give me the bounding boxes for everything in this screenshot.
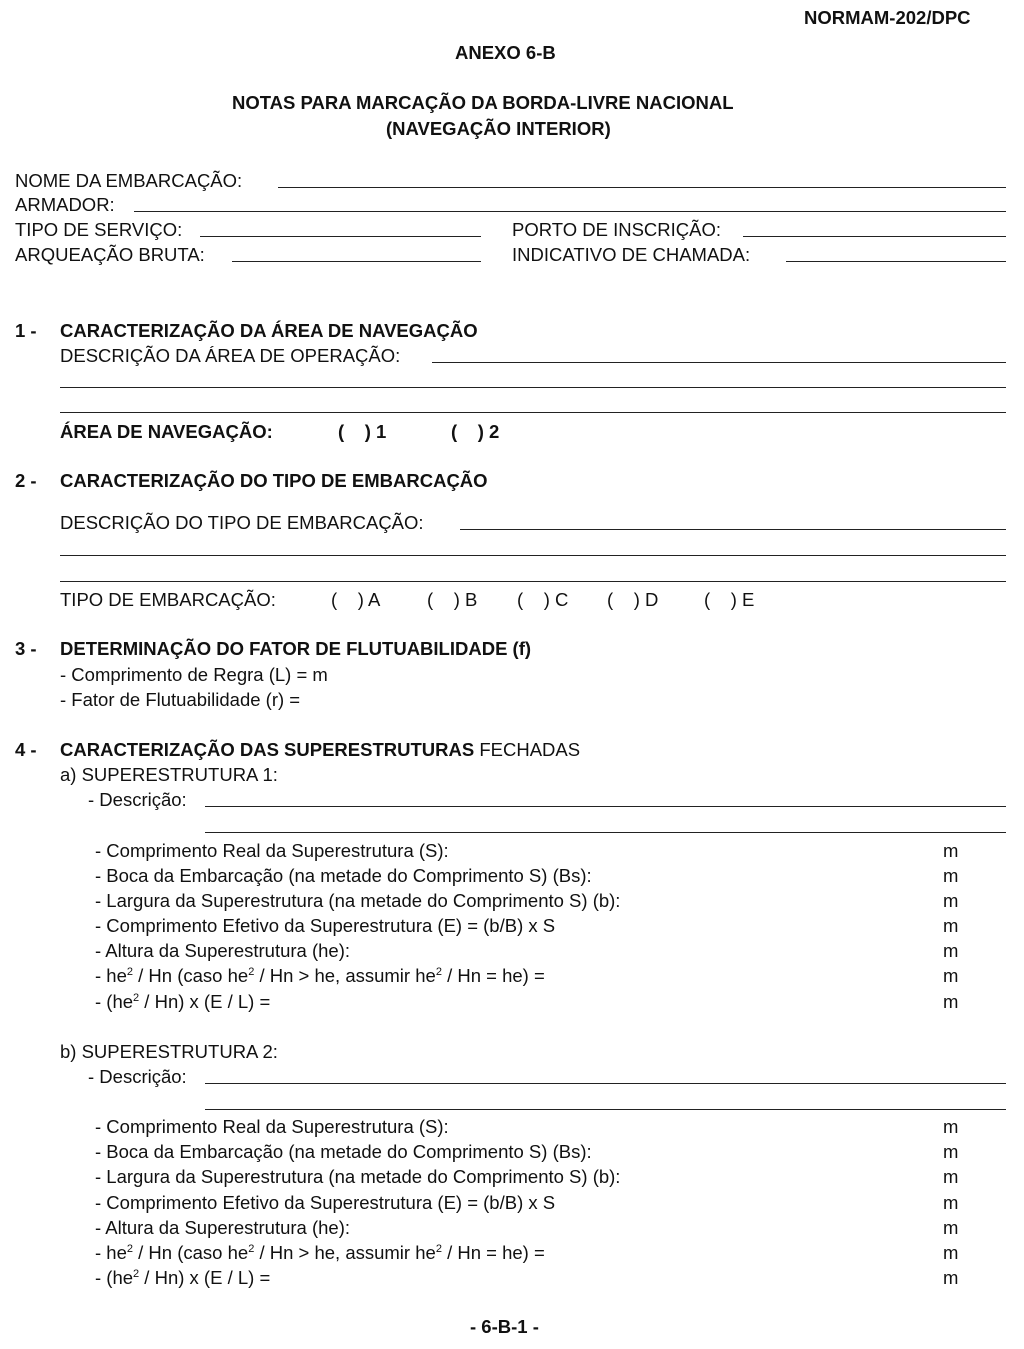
vessel-type-desc-field-2[interactable] (60, 555, 1006, 556)
ss1-ratio-formula-unit: m (943, 991, 959, 1012)
superstructure-2-desc-label: - Descrição: (88, 1066, 187, 1087)
page-title: NOTAS PARA MARCAÇÃO DA BORDA-LIVRE NACIONAL (232, 92, 734, 113)
ss2-he2-formula-unit: m (943, 1242, 959, 1263)
vessel-type-option-b[interactable]: ( ) B (427, 589, 478, 610)
ss2-width: - Largura da Superestrutura (na metade do Comprimento S) (b): (95, 1166, 621, 1187)
ss1-beam-unit: m (943, 865, 959, 886)
port-label: PORTO DE INSCRIÇÃO: (512, 219, 722, 240)
vessel-type-desc-label: DESCRIÇÃO DO TIPO DE EMBARCAÇÃO: (60, 512, 424, 533)
vessel-name-field[interactable] (278, 187, 1006, 188)
gross-tonnage-field[interactable] (232, 261, 481, 262)
port-field[interactable] (743, 236, 1006, 237)
ss1-real-length: - Comprimento Real da Superestrutura (S): (95, 840, 449, 861)
document-code: NORMAM-202/DPC (804, 7, 971, 28)
ss1-he2-formula-unit: m (943, 965, 959, 986)
vessel-type-option-d[interactable]: ( ) D (607, 589, 659, 610)
navigation-area-label: ÁREA DE NAVEGAÇÃO: (60, 421, 273, 442)
ss1-height: - Altura da Superestrutura (he): (95, 940, 351, 961)
section-4-title (60, 739, 580, 761)
gross-tonnage-label: ARQUEAÇÃO BRUTA: (15, 244, 205, 265)
ss2-real-length: - Comprimento Real da Superestrutura (S): (95, 1116, 449, 1137)
section-2-title: CARACTERIZAÇÃO DO TIPO DE EMBARCAÇÃO (60, 470, 488, 491)
superstructure-1-desc-field-2[interactable] (205, 832, 1006, 833)
call-sign-label: INDICATIVO DE CHAMADA: (512, 244, 751, 265)
section-3-title: DETERMINAÇÃO DO FATOR DE FLUTUABILIDADE (f) (60, 638, 532, 659)
vessel-type-desc-field[interactable] (460, 529, 1006, 530)
operation-area-label: DESCRIÇÃO DA ÁREA DE OPERAÇÃO: (60, 345, 401, 366)
ss2-effective-length: - Comprimento Efetivo da Superestrutura (E) = (b/B) x S (95, 1192, 556, 1213)
ss2-height: - Altura da Superestrutura (he): (95, 1217, 351, 1238)
superstructure-1-desc-label: - Descrição: (88, 789, 187, 810)
vessel-type-option-c[interactable]: ( ) C (517, 589, 569, 610)
section-3-number: 3 - (15, 638, 37, 659)
ss2-width-unit: m (943, 1166, 959, 1187)
section-4-title-bold: CARACTERIZAÇÃO DAS SUPERESTRUTURAS (60, 739, 475, 760)
ss1-effective-length: - Comprimento Efetivo da Superestrutura (E) = (b/B) x S (95, 915, 556, 936)
ss2-effective-length-unit: m (943, 1192, 959, 1213)
page-number: - 6-B-1 - (470, 1316, 539, 1337)
ss2-beam: - Boca da Embarcação (na metade do Comprimento S) (Bs): (95, 1141, 592, 1162)
ss1-width-unit: m (943, 890, 959, 911)
buoyancy-factor-line: - Fator de Flutuabilidade (r) = (60, 689, 301, 710)
section-1-number: 1 - (15, 320, 37, 341)
navigation-area-option-1[interactable]: ( ) 1 (338, 421, 387, 442)
ss1-height-unit: m (943, 940, 959, 961)
ss2-ratio-formula-unit: m (943, 1267, 959, 1288)
ss2-height-unit: m (943, 1217, 959, 1238)
ss1-effective-length-unit: m (943, 915, 959, 936)
superstructure-2-desc-field-2[interactable] (205, 1109, 1006, 1110)
service-type-field[interactable] (200, 236, 481, 237)
ss2-real-length-unit: m (943, 1116, 959, 1137)
operation-area-field-3[interactable] (60, 412, 1006, 413)
vessel-type-option-e[interactable]: ( ) E (704, 589, 755, 610)
ss2-ratio-formula: - $(he^2 / Hn)$ x (E / L) = (95, 1267, 271, 1288)
vessel-type-label: TIPO DE EMBARCAÇÃO: (60, 589, 276, 610)
section-1-title: CARACTERIZAÇÃO DA ÁREA DE NAVEGAÇÃO (60, 320, 478, 341)
section-2-number: 2 - (15, 470, 37, 491)
vessel-type-desc-field-3[interactable] (60, 581, 1006, 582)
superstructure-1-desc-field[interactable] (205, 806, 1006, 807)
owner-field[interactable] (134, 211, 1006, 212)
section-4-title-normal: FECHADAS (474, 739, 581, 760)
vessel-name-label: NOME DA EMBARCAÇÃO: (15, 170, 243, 191)
section-4-number: 4 - (15, 739, 37, 760)
ss2-beam-unit: m (943, 1141, 959, 1162)
call-sign-field[interactable] (786, 261, 1006, 262)
ss1-width: - Largura da Superestrutura (na metade do Comprimento S) (b): (95, 890, 621, 911)
ss1-beam: - Boca da Embarcação (na metade do Comprimento S) (Bs): (95, 865, 592, 886)
superstructure-1-heading: a) SUPERESTRUTURA 1: (60, 764, 278, 785)
superstructure-2-desc-field[interactable] (205, 1083, 1006, 1084)
owner-label: ARMADOR: (15, 194, 115, 215)
annex-title: ANEXO 6-B (455, 42, 556, 63)
ss1-real-length-unit: m (943, 840, 959, 861)
rule-length-line: - Comprimento de Regra (L) = m (60, 664, 328, 685)
ss2-he2-formula: - $he^2$ / Hn (caso $he^2$ / Hn > he, assumir $he^2 / Hn = he$) = (95, 1242, 545, 1263)
service-type-label: TIPO DE SERVIÇO: (15, 219, 183, 240)
navigation-area-option-2[interactable]: ( ) 2 (451, 421, 500, 442)
superstructure-2-heading: b) SUPERESTRUTURA 2: (60, 1041, 278, 1062)
vessel-type-option-a[interactable]: ( ) A (331, 589, 381, 610)
ss1-he2-formula: - $he^2$ / Hn (caso $he^2$ / Hn > he, assumir $he^2 / Hn = he$) = (95, 965, 545, 986)
operation-area-field[interactable] (432, 362, 1006, 363)
operation-area-field-2[interactable] (60, 387, 1006, 388)
page-subtitle: (NAVEGAÇÃO INTERIOR) (386, 118, 611, 139)
ss1-ratio-formula: - $(he^2 / Hn)$ x (E / L) = (95, 991, 271, 1012)
